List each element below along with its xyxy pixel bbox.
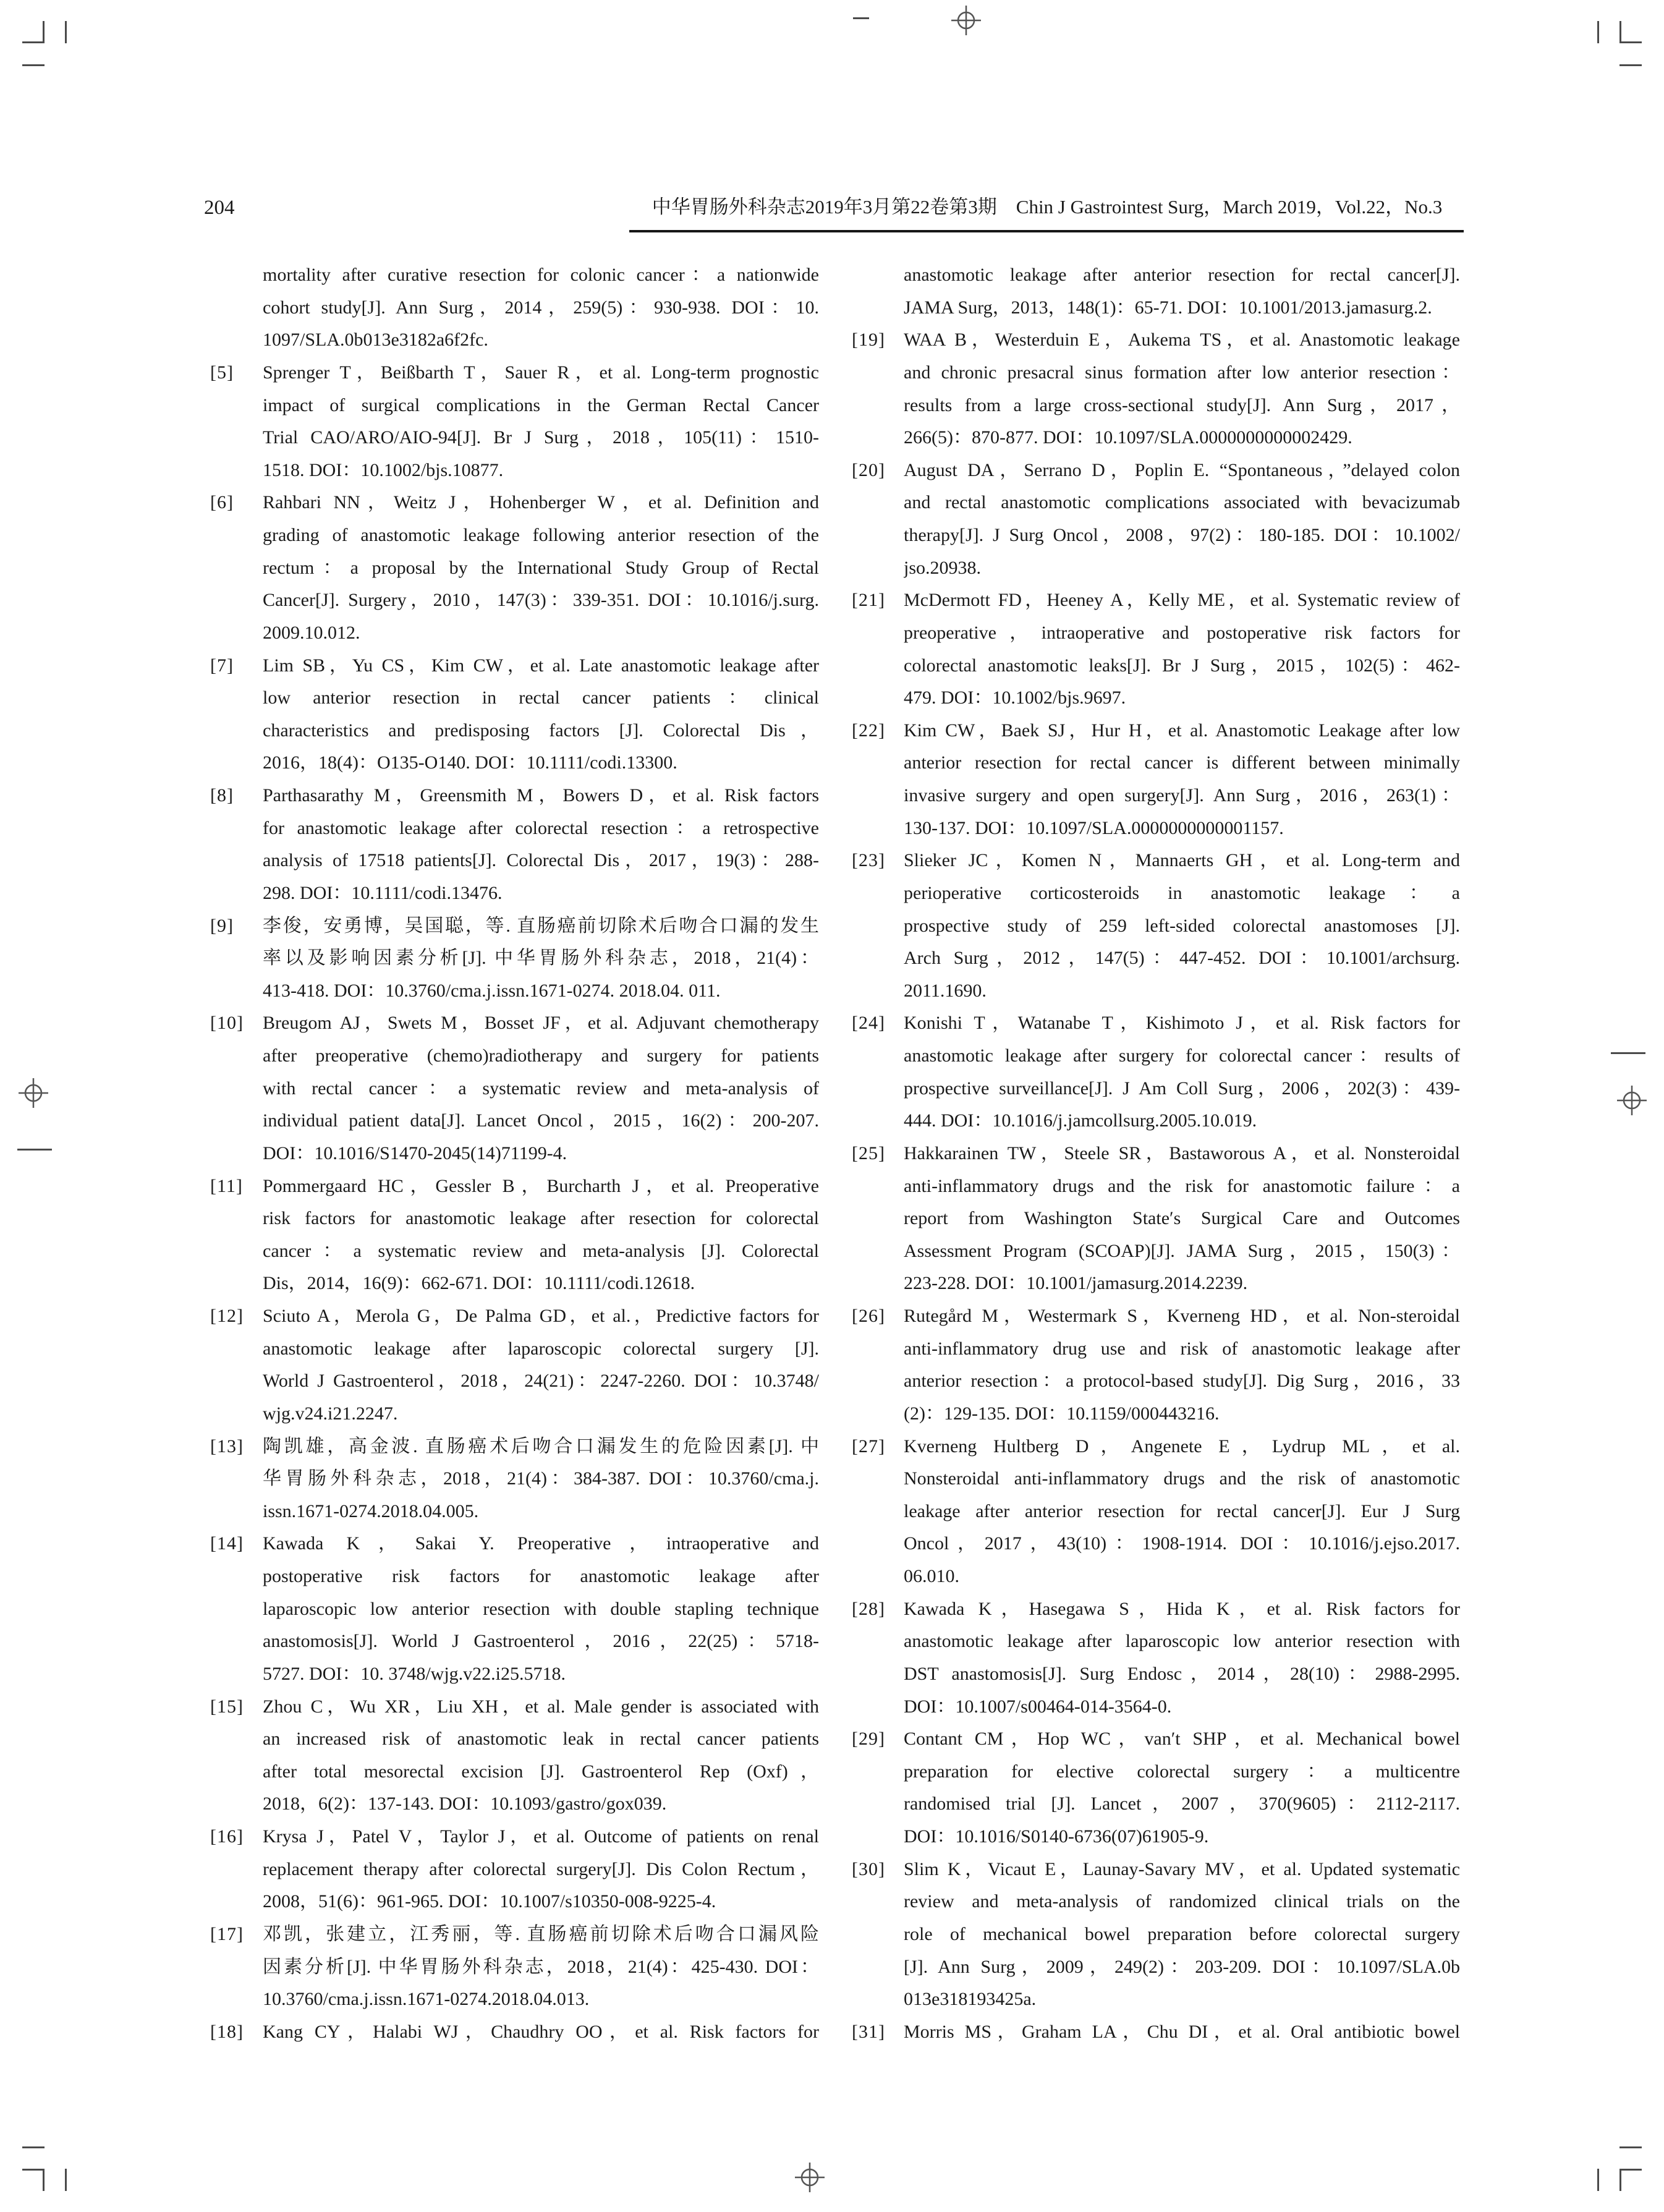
reference-number: [10] [210, 1013, 244, 1034]
reference-line: World J Gastroenterol，2018，24(21)：2247-2260. DOI：10.3748/ [263, 1371, 819, 1392]
reference-number: [19] [852, 330, 885, 351]
reference-number: [5] [210, 362, 234, 383]
reference-line: Dis，2014，16(9)：662-671. DOI：10.1111/codi.12618. [263, 1273, 695, 1294]
reference-line: after preoperative (chemo)radiotherapy and surgery for patients [263, 1045, 819, 1066]
reference-item [852, 1723, 1460, 1853]
registration-mark-icon [951, 6, 981, 35]
reference-item [210, 1821, 819, 1918]
reference-line: Nonsteroidal anti-inflammatory drugs and the risk of anastomotic [904, 1468, 1460, 1489]
reference-line: Breugom AJ，Swets M，Bosset JF，et al. Adjuvant chemotherapy [263, 1013, 819, 1034]
reference-number: [16] [210, 1826, 244, 1847]
reference-number: [15] [210, 1696, 244, 1717]
reference-line: therapy[J]. J Surg Oncol，2008，97(2)：180-185. DOI：10.1002/ [904, 525, 1460, 545]
reference-line: report from Washington State′s Surgical Care and Outcomes [904, 1208, 1460, 1229]
references-column-right [852, 259, 1460, 2048]
crop-mark [1619, 64, 1642, 66]
reference-line: rectum：a proposal by the International Study Group of Rectal [263, 557, 819, 578]
reference-line: Zhou C，Wu XR，Liu XH，et al. Male gender is associated with [263, 1696, 819, 1717]
reference-line: colorectal anastomotic leaks[J]. Br J Surg，2015，102(5)：462- [904, 655, 1460, 676]
crop-mark [1611, 1052, 1645, 1054]
reference-line: review and meta-analysis of randomized clinical trials on the [904, 1891, 1460, 1912]
reference-number: [27] [852, 1436, 885, 1457]
reference-line: 479. DOI：10.1002/bjs.9697. [904, 687, 1126, 708]
reference-line: Rutegård M，Westermark S，Kverneng HD，et al. Non-steroidal [904, 1306, 1460, 1326]
reference-line: anti-inflammatory drugs and the risk for anastomotic failure：a [904, 1175, 1460, 1196]
reference-line: jso.20938. [904, 557, 982, 578]
references-column-left [210, 259, 819, 2048]
crop-mark [43, 2169, 45, 2191]
reference-line: 5727. DOI：10. 3748/wjg.v22.i25.5718. [263, 1663, 566, 1684]
reference-line: individual patient data[J]. Lancet Oncol，2015，16(2)：200-207. [263, 1110, 819, 1131]
reference-number: [29] [852, 1729, 885, 1750]
reference-line: and rectal anastomotic complications associated with bevacizumab [904, 492, 1460, 513]
reference-line: grading of anastomotic leakage following anterior resection of the [263, 525, 819, 545]
reference-line: Pommergaard HC，Gessler B，Burcharth J，et al. Preoperative [263, 1175, 819, 1196]
reference-line: 223-228. DOI：10.1001/jamasurg.2014.2239. [904, 1273, 1248, 1294]
reference-line: Sprenger T，Beißbarth T，Sauer R，et al. Long-term prognostic [263, 362, 819, 383]
reference-line: DST anastomosis[J]. Surg Endosc，2014，28(10)：2988-2995. [904, 1663, 1460, 1684]
reference-line: 013e318193425a. [904, 1989, 1037, 2010]
reference-item [852, 584, 1460, 715]
reference-line: issn.1671-0274.2018.04.005. [263, 1500, 479, 1521]
reference-item [852, 715, 1460, 845]
reference-item [210, 1918, 819, 2016]
reference-line: with rectal cancer：a systematic review and meta-analysis of [263, 1078, 819, 1099]
reference-line: anterior resection：a protocol-based study[J]. Dig Surg，2016，33 [904, 1371, 1460, 1392]
reference-line: Cancer[J]. Surgery，2010，147(3)：339-351. DOI：10.1016/j.surg. [263, 590, 819, 611]
reference-line: 2018，6(2)：137-143. DOI：10.1093/gastro/gox039. [263, 1793, 667, 1814]
crop-mark [43, 21, 45, 43]
crop-mark [853, 17, 869, 19]
reference-line: characteristics and predisposing factors [J]. Colorectal Dis， [263, 720, 819, 741]
reference-number: [14] [210, 1533, 244, 1554]
reference-item [852, 1138, 1460, 1300]
reference-item [210, 487, 819, 649]
reference-number: [11] [210, 1175, 243, 1196]
reference-line: 华胃肠外科杂志，2018，21(4)：384-387. DOI：10.3760/cma.j. [263, 1468, 819, 1489]
crop-mark [1619, 21, 1621, 43]
reference-line: anastomotic leakage after surgery for colorectal cancer：results of [904, 1045, 1460, 1066]
reference-number: [23] [852, 850, 885, 871]
reference-number: [21] [852, 590, 885, 611]
reference-number: [28] [852, 1598, 885, 1619]
reference-line: Rahbari NN，Weitz J，Hohenberger W，et al. Definition and [263, 492, 819, 513]
reference-number: [20] [852, 459, 885, 480]
reference-line: preparation for elective colorectal surgery：a multicentre [904, 1761, 1460, 1782]
reference-line: 陶凯雄，高金波. 直肠癌术后吻合口漏发生的危险因素[J]. 中 [263, 1436, 819, 1457]
reference-line: McDermott FD，Heeney A，Kelly ME，et al. Systematic review of [904, 590, 1460, 611]
reference-line: anastomosis[J]. World J Gastroenterol，2016，22(25)：5718- [263, 1631, 819, 1652]
reference-line: Trial CAO/ARO/AIO-94[J]. Br J Surg，2018，105(11)：1510- [263, 427, 819, 448]
reference-number: [25] [852, 1142, 885, 1163]
reference-line: DOI：10.1007/s00464-014-3564-0. [904, 1696, 1172, 1717]
registration-mark-icon [1617, 1086, 1647, 1115]
reference-line: JAMA Surg，2013，148(1)：65-71. DOI：10.1001/2013.jamasurg.2. [904, 297, 1432, 318]
reference-line: Lim SB，Yu CS，Kim CW，et al. Late anastomotic leakage after [263, 655, 819, 676]
reference-line: Sciuto A，Merola G，De Palma GD，et al.，Predictive factors for [263, 1306, 819, 1326]
reference-line: role of mechanical bowel preparation before colorectal surgery [904, 1923, 1460, 1944]
reference-line: WAA B，Westerduin E，Aukema TS，et al. Anastomotic leakage [904, 330, 1460, 351]
reference-line: cohort study[J]. Ann Surg，2014，259(5)：930-938. DOI：10. [263, 297, 819, 318]
reference-item [210, 650, 819, 780]
reference-line: invasive surgery and open surgery[J]. Ann Surg，2016，263(1)： [904, 785, 1460, 806]
reference-line: 130-137. DOI：10.1097/SLA.0000000000001157. [904, 817, 1284, 838]
reference-line: prospective surveillance[J]. J Am Coll Surg，2006，202(3)：439- [904, 1078, 1460, 1099]
reference-line: 因素分析[J]. 中华胃肠外科杂志，2018，21(4)：425-430. DOI： [263, 1956, 819, 1977]
reference-line: Kang CY，Halabi WJ，Chaudhry OO，et al. Risk factors for [263, 2021, 819, 2042]
reference-item [852, 259, 1460, 324]
reference-line: leakage after anterior resection for rectal cancer[J]. Eur J Surg [904, 1500, 1460, 1521]
reference-line: 邓凯，张建立，江秀丽，等. 直肠癌前切除术后吻合口漏风险 [263, 1923, 819, 1944]
reference-line: Hakkarainen TW，Steele SR，Bastaworous A，et al. Nonsteroidal [904, 1142, 1460, 1163]
reference-item [852, 1300, 1460, 1431]
reference-line: for anastomotic leakage after colorectal resection：a retrospective [263, 817, 819, 838]
page-number: 204 [204, 197, 235, 219]
reference-line: risk factors for anastomotic leakage after resection for colorectal [263, 1208, 819, 1229]
reference-item [852, 454, 1460, 585]
reference-line: 1518. DOI：10.1002/bjs.10877. [263, 459, 504, 480]
reference-item [210, 780, 819, 910]
reference-line: postoperative risk factors for anastomotic leakage after [263, 1566, 819, 1586]
reference-item [852, 324, 1460, 454]
crop-mark [65, 2169, 67, 2191]
crop-mark [1619, 2169, 1642, 2171]
reference-line: 10.3760/cma.j.issn.1671-0274.2018.04.013. [263, 1989, 590, 2010]
reference-line: mortality after curative resection for colonic cancer：a nationwide [263, 265, 819, 285]
crop-mark [1597, 21, 1599, 43]
reference-line: DOI：10.1016/S0140-6736(07)61905-9. [904, 1826, 1209, 1847]
reference-line: anti-inflammatory drug use and risk of anastomotic leakage after [904, 1338, 1460, 1359]
reference-item [210, 1691, 819, 1821]
reference-line: perioperative corticosteroids in anastomotic leakage：a [904, 882, 1460, 903]
reference-line: Contant CM，Hop WC，van′t SHP，et al. Mechanical bowel [904, 1729, 1460, 1750]
crop-mark [1619, 2169, 1621, 2191]
reference-line: (2)：129-135. DOI：10.1159/000443216. [904, 1403, 1220, 1424]
reference-line: impact of surgical complications in the German Rectal Cancer [263, 394, 819, 415]
reference-line: Kawada K，Sakai Y. Preoperative，intraoperative and [263, 1533, 819, 1554]
reference-number: [22] [852, 720, 885, 741]
crop-mark [17, 1149, 52, 1151]
reference-item [210, 259, 819, 357]
reference-line: 266(5)：870-877. DOI：10.1097/SLA.0000000000002429. [904, 427, 1352, 448]
reference-line: preoperative，intraoperative and postoperative risk factors for [904, 622, 1460, 643]
reference-line: Kawada K，Hasegawa S，Hida K，et al. Risk factors for [904, 1598, 1460, 1619]
reference-number: [18] [210, 2021, 244, 2042]
reference-line: 2016，18(4)：O135-O140. DOI：10.1111/codi.13300. [263, 752, 677, 773]
reference-item [852, 1007, 1460, 1138]
reference-line: 李俊，安勇博，吴国聪，等. 直肠癌前切除术后吻合口漏的发生 [263, 915, 819, 936]
reference-line: Slieker JC，Komen N，Mannaerts GH，et al. Long-term and [904, 850, 1460, 871]
crop-mark [1619, 41, 1642, 43]
reference-line: Arch Surg，2012，147(5)：447-452. DOI：10.1001/archsurg. [904, 948, 1460, 969]
reference-line: Kim CW，Baek SJ，Hur H，et al. Anastomotic Leakage after low [904, 720, 1460, 741]
reference-number: [17] [210, 1923, 244, 1944]
reference-line: anastomotic leakage after laparoscopic low anterior resection with [904, 1631, 1460, 1652]
reference-line: 2011.1690. [904, 980, 987, 1001]
header-rule [629, 230, 1464, 232]
reference-line: Assessment Program (SCOAP)[J]. JAMA Surg，2015，150(3)： [904, 1240, 1460, 1261]
reference-line: 298. DOI：10.1111/codi.13476. [263, 882, 503, 903]
reference-item [210, 1300, 819, 1431]
reference-item [210, 357, 819, 487]
reference-line: 413-418. DOI：10.3760/cma.j.issn.1671-0274. 2018.04. 011. [263, 980, 721, 1001]
reference-item [852, 1853, 1460, 2016]
reference-line: Kverneng Hultberg D，Angenete E，Lydrup ML，et al. [904, 1436, 1460, 1457]
reference-line: DOI：10.1016/S1470-2045(14)71199-4. [263, 1142, 567, 1163]
reference-number: [24] [852, 1013, 885, 1034]
reference-line: cancer：a systematic review and meta-analysis [J]. Colorectal [263, 1240, 819, 1261]
reference-number: [12] [210, 1306, 244, 1326]
reference-line: an increased risk of anastomotic leak in rectal cancer patients [263, 1729, 819, 1750]
reference-line: 1097/SLA.0b013e3182a6f2fc. [263, 330, 488, 351]
registration-mark-icon [19, 1078, 48, 1108]
reference-line: anastomotic leakage after anterior resection for rectal cancer[J]. [904, 265, 1460, 285]
reference-number: [26] [852, 1306, 885, 1326]
reference-item [210, 1528, 819, 1690]
crop-mark [1619, 2146, 1642, 2148]
reference-line: 率以及影响因素分析[J]. 中华胃肠外科杂志，2018，21(4)： [263, 948, 819, 969]
reference-number: [9] [210, 915, 234, 936]
reference-line: August DA，Serrano D，Poplin E. “Spontaneous，”delayed colon [904, 459, 1460, 480]
reference-line: 444. DOI：10.1016/j.jamcollsurg.2005.10.019. [904, 1110, 1257, 1131]
reference-item [210, 2016, 819, 2049]
crop-mark [1597, 2169, 1599, 2191]
reference-item [852, 1431, 1460, 1593]
journal-header: 中华胃肠外科杂志2019年3月第22卷第3期 Chin J Gastrointest Surg，March 2019，Vol.22，No.3 [652, 196, 1443, 218]
reference-number: [7] [210, 655, 234, 676]
reference-line: Parthasarathy M，Greensmith M，Bowers D，et al. Risk factors [263, 785, 819, 806]
reference-item [210, 1431, 819, 1528]
reference-line: replacement therapy after colorectal surgery[J]. Dis Colon Rectum， [263, 1858, 819, 1879]
reference-line: Oncol，2017，43(10)：1908-1914. DOI：10.1016/j.ejso.2017. [904, 1533, 1460, 1554]
reference-item [210, 1007, 819, 1170]
reference-number: [30] [852, 1858, 885, 1879]
reference-item [210, 1170, 819, 1301]
reference-item [852, 844, 1460, 1007]
reference-line: 2008，51(6)：961-965. DOI：10.1007/s10350-008-9225-4. [263, 1891, 716, 1912]
crop-mark [22, 41, 45, 43]
crop-mark [22, 64, 45, 66]
reference-line: anastomotic leakage after laparoscopic colorectal surgery [J]. [263, 1338, 819, 1359]
crop-mark [65, 21, 67, 43]
reference-line: after total mesorectal excision [J]. Gastroenterol Rep (Oxf)， [263, 1761, 819, 1782]
reference-line: results from a large cross-sectional study[J]. Ann Surg，2017， [904, 394, 1460, 415]
reference-line: 2009.10.012. [263, 622, 360, 643]
reference-line: Konishi T，Watanabe T，Kishimoto J，et al. Risk factors for [904, 1013, 1460, 1034]
reference-item [852, 2016, 1460, 2049]
reference-line: wjg.v24.i21.2247. [263, 1403, 398, 1424]
reference-item [852, 1593, 1460, 1724]
reference-line: analysis of 17518 patients[J]. Colorectal Dis，2017，19(3)：288- [263, 850, 819, 871]
reference-line: 06.010. [904, 1566, 959, 1586]
reference-line: Slim K，Vicaut E，Launay-Savary MV，et al. Updated systematic [904, 1858, 1460, 1879]
reference-number: [31] [852, 2021, 885, 2042]
registration-mark-icon [795, 2163, 825, 2192]
reference-line: randomised trial [J]. Lancet，2007，370(9605)：2112-2117. [904, 1793, 1460, 1814]
reference-line: [J]. Ann Surg，2009，249(2)：203-209. DOI：10.1097/SLA.0b [904, 1956, 1460, 1977]
reference-line: Morris MS，Graham LA，Chu DI，et al. Oral antibiotic bowel [904, 2021, 1460, 2042]
reference-line: prospective study of 259 left-sided colorectal anastomoses [J]. [904, 915, 1460, 936]
crop-mark [22, 2169, 45, 2171]
reference-line: low anterior resection in rectal cancer patients：clinical [263, 687, 819, 708]
reference-line: and chronic presacral sinus formation after low anterior resection： [904, 362, 1460, 383]
crop-mark [22, 2146, 45, 2148]
reference-number: [13] [210, 1436, 244, 1457]
reference-line: Krysa J，Patel V，Taylor J，et al. Outcome of patients on renal [263, 1826, 819, 1847]
reference-number: [8] [210, 785, 234, 806]
reference-line: laparoscopic low anterior resection with double stapling technique [263, 1598, 819, 1619]
reference-item [210, 910, 819, 1008]
reference-line: anterior resection for rectal cancer is different between minimally [904, 752, 1460, 773]
reference-number: [6] [210, 492, 234, 513]
